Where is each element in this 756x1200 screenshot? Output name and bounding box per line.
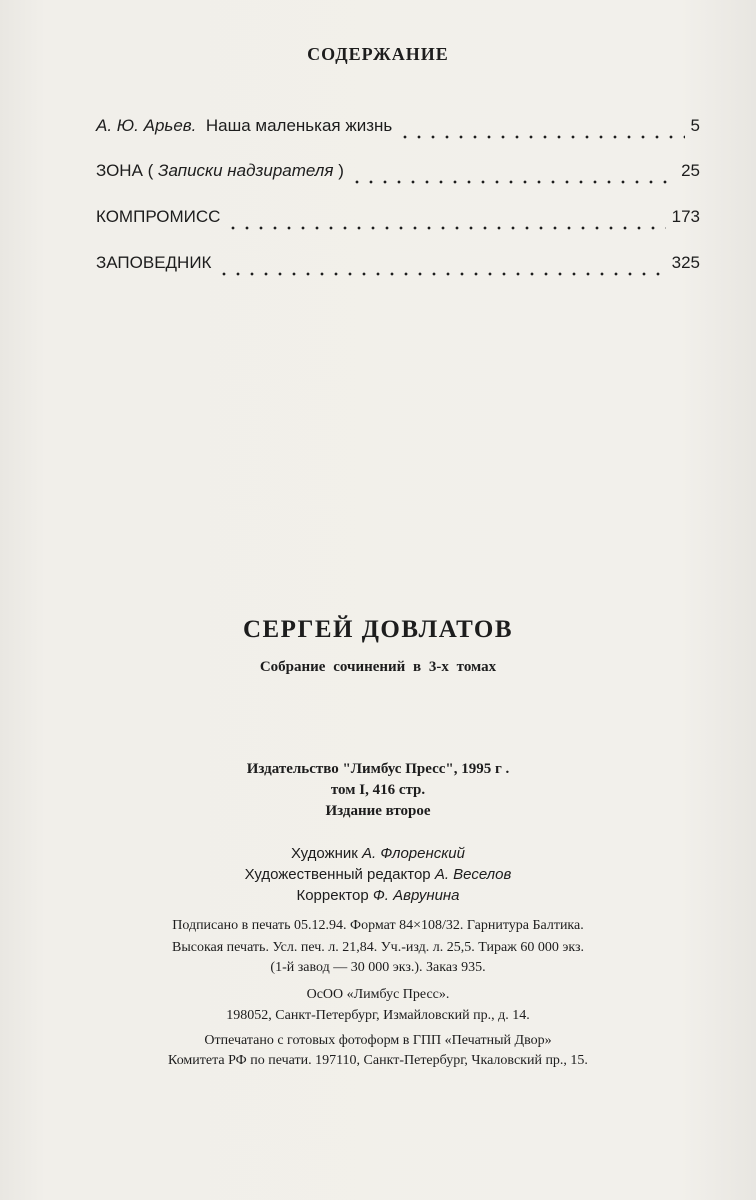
leader-dots: [226, 226, 665, 230]
imprint-line: ОсОО «Лимбус Пресс».: [306, 987, 450, 1002]
leader-dots: [350, 180, 675, 184]
edition-line: Издание второе: [325, 803, 431, 819]
toc-entry-page: 173: [671, 207, 700, 226]
toc-entry-name: Наша маленькая жизнь: [205, 116, 393, 135]
credit-label: Корректор: [296, 887, 369, 904]
toc-entry-author: А. Ю. Арьев.: [96, 116, 197, 135]
toc-entry-page: 5: [690, 116, 700, 135]
toc-entry-title: [96, 161, 344, 181]
toc-entry: [96, 161, 700, 191]
credit-art-editor: [0, 866, 756, 883]
imprint-line: Отпечатано с готовых фотоформ в ГПП «Печатный Двор»: [204, 1033, 552, 1048]
toc-entry: [96, 116, 700, 146]
toc-entry-name: ЗАПОВЕДНИК: [96, 253, 212, 272]
toc-entry-subtitle: Записки надзирателя: [158, 161, 334, 180]
credit-name: Ф. Аврунина: [372, 887, 460, 904]
toc-entry-name: КОМПРОМИСС: [96, 207, 221, 226]
toc-entry: [96, 253, 700, 283]
publisher-line: Издательство "Лимбус Пресс", 1995 г .: [246, 761, 510, 777]
toc-entry: [96, 207, 700, 237]
toc-heading: СОДЕРЖАНИЕ: [307, 44, 449, 64]
credit-artist: [0, 845, 756, 862]
imprint-line: 198052, Санкт-Петербург, Измайловский пр., д. 14.: [226, 1008, 530, 1023]
imprint-line: Высокая печать. Усл. печ. л. 21,84. Уч.-изд. л. 25,5. Тираж 60 000 экз.: [171, 940, 584, 955]
leader-dots: [398, 135, 684, 139]
collection-title: Собрание сочинений в 3-х томах: [259, 659, 497, 675]
toc-entry-name: ЗОНА (: [96, 161, 154, 180]
toc-entry-page: 25: [681, 161, 700, 180]
credit-label: Художественный редактор: [244, 866, 431, 883]
credit-label: Художник: [291, 845, 358, 862]
imprint-line: Комитета РФ по печати. 197110, Санкт-Петербург, Чкаловский пр., 15.: [168, 1053, 588, 1068]
imprint-line: Подписано в печать 05.12.94. Формат 84×108/32. Гарнитура Балтика.: [172, 918, 584, 933]
credit-name: А. Флоренский: [362, 845, 465, 862]
imprint-line: (1-й завод — 30 000 экз.). Заказ 935.: [270, 960, 486, 975]
toc-entry-title: [96, 116, 392, 136]
toc-entry-page: 325: [671, 253, 700, 272]
toc-entry-name-end: ): [338, 161, 344, 180]
book-author: СЕРГЕЙ ДОВЛАТОВ: [242, 616, 514, 643]
volume-line: том I, 416 стр.: [330, 782, 426, 798]
credit-name: А. Веселов: [434, 866, 512, 883]
credit-corrector: [0, 887, 756, 904]
leader-dots: [217, 272, 665, 276]
